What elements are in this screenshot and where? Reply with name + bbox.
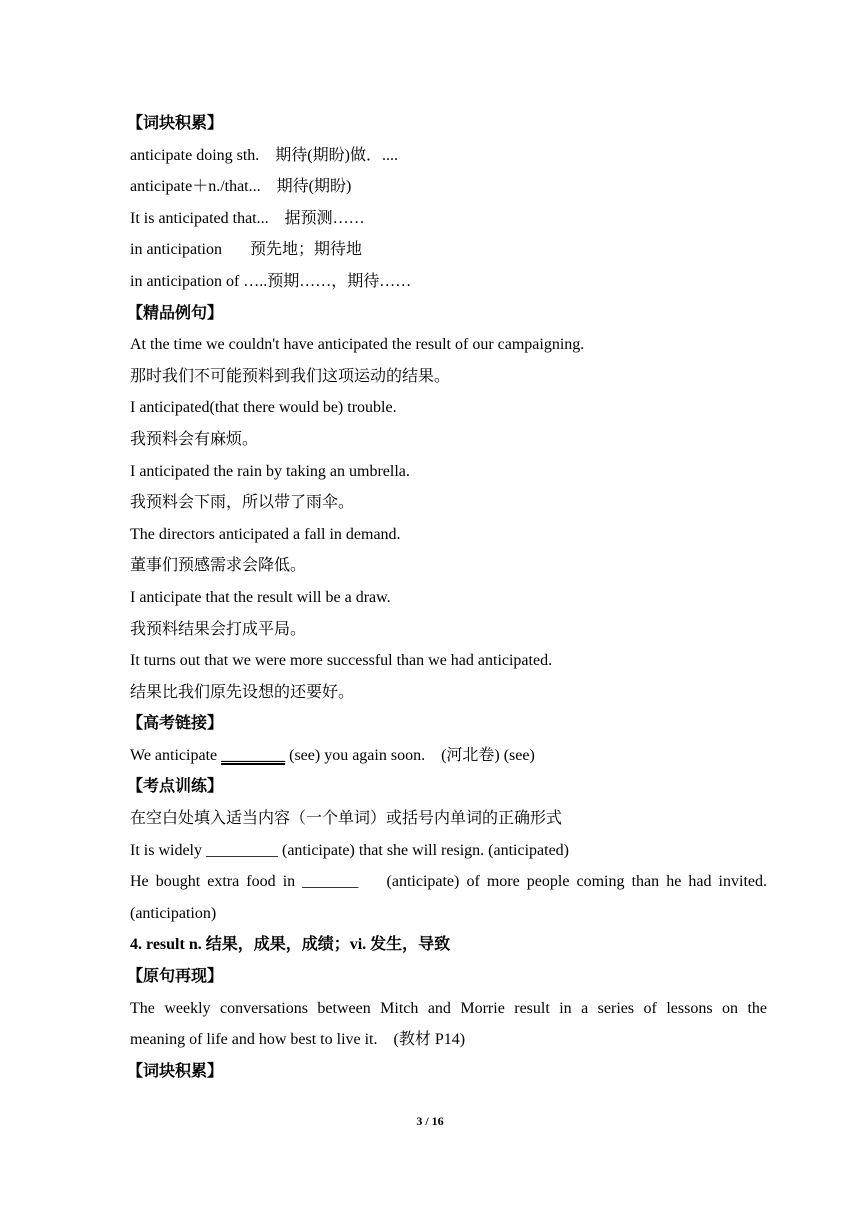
example-sentence-en: I anticipated the rain by taking an umbrella. [130, 462, 410, 480]
word-entry-title: 4. result n. 结果，成果，成绩；vi. 发生，导致 [130, 936, 451, 954]
phrase-line: anticipate＋n./that... 期待(期盼) [130, 178, 352, 196]
exam-question-start: We anticipate [130, 746, 222, 764]
example-sentence-en: I anticipate that the result will be a draw. [130, 588, 391, 606]
section-heading-example-sentences: 【精品例句】 [127, 304, 224, 322]
practice-question: He bought extra food in _______ (anticipate) of more people coming than he had invited. [130, 873, 767, 891]
example-sentence-zh: 我预料会有麻烦。 [130, 430, 259, 448]
example-sentence-zh: 我预料结果会打成平局。 [130, 620, 307, 638]
example-sentence-zh: 我预料会下雨，所以带了雨伞。 [130, 494, 355, 512]
example-sentence-zh: 董事们预感需求会降低。 [130, 557, 307, 575]
example-sentence-zh: 那时我们不可能预料到我们这项运动的结果。 [130, 367, 451, 385]
practice-answer: (anticipation) [130, 904, 217, 922]
exam-question [130, 740, 767, 772]
phrase-line: It is anticipated that... 据预测…… [130, 209, 365, 227]
phrase-line: in anticipation 预先地；期待地 [130, 241, 362, 259]
example-sentence-en: It turns out that we were more successful than we had anticipated. [130, 652, 553, 670]
section-heading-vocabulary-chunks: 【词块积累】 [127, 115, 224, 132]
document-body [127, 108, 767, 1087]
page-number: 3 / 16 [416, 1114, 444, 1128]
example-sentence-en: At the time we couldn't have anticipated the result of our campaigning. [130, 336, 585, 354]
original-sentence-line: meaning of life and how best to live it. (教材 P14) [130, 1031, 466, 1049]
example-sentence-zh: 结果比我们原先设想的还要好。 [130, 683, 355, 701]
section-heading-vocabulary-chunks: 【词块积累】 [127, 1062, 224, 1080]
practice-instruction: 在空白处填入适当内容（一个单词）或括号内单词的正确形式 [130, 810, 563, 828]
section-heading-exam-link: 【高考链接】 [127, 715, 224, 733]
example-sentence-en: I anticipated(that there would be) trouble. [130, 399, 397, 417]
phrase-line: anticipate doing sth. 期待(期盼)做．.... [130, 146, 398, 164]
original-sentence-line: The weekly conversations between Mitch and Morrie result in a series of lessons on the [130, 999, 767, 1017]
example-sentence-en: The directors anticipated a fall in demand. [130, 525, 401, 543]
exam-question-end: (see) you again soon. (河北卷) (see) [285, 746, 535, 764]
phrase-line: in anticipation of …..预期……，期待…… [130, 272, 412, 290]
section-heading-original-sentence: 【原句再现】 [127, 968, 224, 986]
practice-question: It is widely _________ (anticipate) that she will resign. (anticipated) [130, 841, 569, 859]
section-heading-practice: 【考点训练】 [127, 778, 224, 796]
answer-blank: ________ [221, 746, 286, 764]
